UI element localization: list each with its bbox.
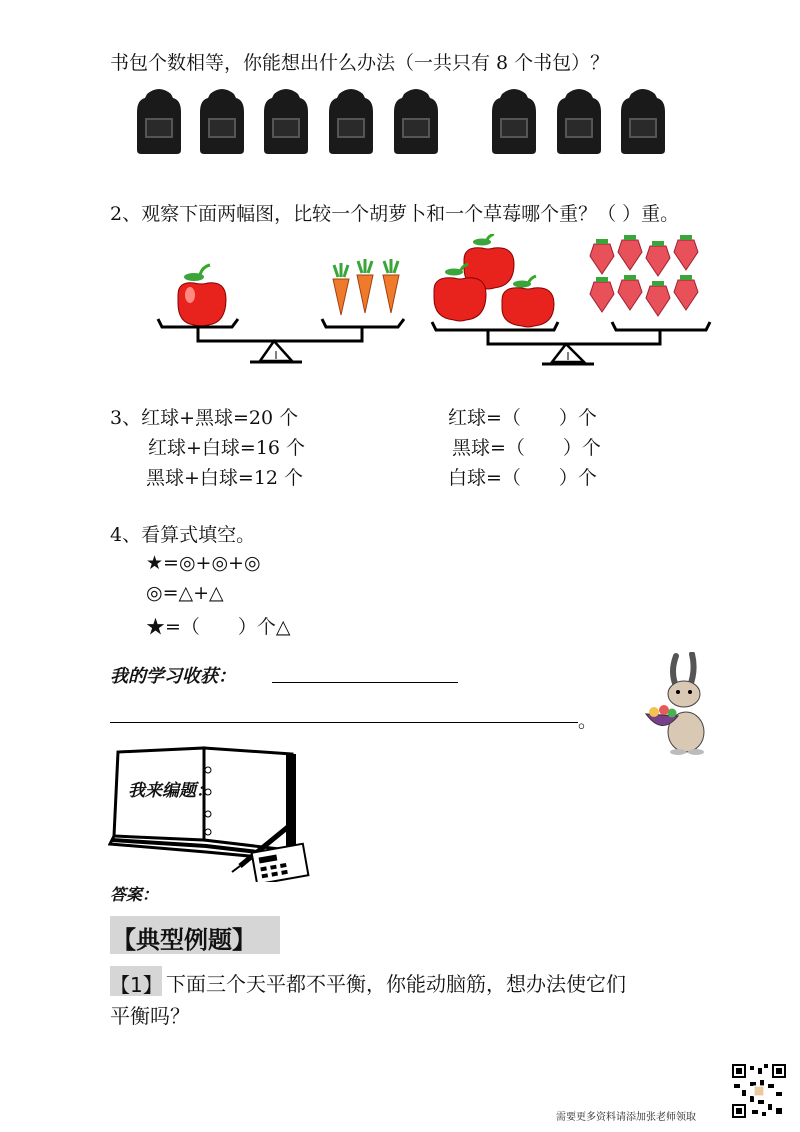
backpack-icon	[617, 84, 669, 156]
q4-line-2: ◎=△+△	[146, 582, 224, 604]
strawberry-icon	[674, 240, 698, 270]
strawberry-icon	[618, 240, 642, 270]
strawberry-icon	[674, 280, 698, 310]
backpack-icon	[553, 84, 605, 156]
apple-icon	[502, 276, 554, 327]
backpack-icon	[260, 84, 312, 156]
strawberry-icon	[618, 280, 642, 310]
q4-line-3: ★=（ ）个△	[146, 616, 291, 638]
backpack-icon	[196, 84, 248, 156]
q4-title: 4、看算式填空。	[110, 524, 256, 546]
q4-line-1: ★=◎+◎+◎	[146, 552, 261, 574]
footer-note: 需要更多资料请添加张老师领取	[556, 1112, 696, 1123]
harvest-line-2	[110, 722, 578, 723]
strawberry-icon	[646, 286, 670, 316]
harvest-end-mark: 。	[578, 710, 598, 732]
example-tag: 【1】	[110, 973, 163, 997]
q3-answer-black: 黑球=（ ）个	[452, 437, 601, 459]
balance-scale-apple-carrots	[150, 255, 420, 367]
carrot-icon	[333, 263, 349, 315]
example-text-2: 平衡吗？	[110, 1004, 190, 1028]
rabbit-icon	[640, 652, 716, 756]
harvest-line-1	[272, 682, 458, 683]
backpack-icon	[133, 84, 185, 156]
answer-label: 答案：	[110, 885, 159, 904]
carrot-icon	[383, 259, 399, 313]
balance-scale-apples-strawberries	[430, 234, 720, 366]
compose-label: 我来编题：	[128, 781, 213, 801]
apple-icon	[178, 265, 226, 326]
q3-line-1: 3、红球+黑球=20 个	[110, 407, 299, 429]
qr-code-icon	[732, 1064, 786, 1118]
question-2: 2、观察下面两幅图，比较一个胡萝卜和一个草莓哪个重？（ ）重。	[110, 203, 680, 225]
example-heading: 【典型例题】	[112, 926, 256, 954]
strawberry-icon	[590, 282, 614, 312]
backpack-icon	[488, 84, 540, 156]
q3-answer-red: 红球=（ ）个	[448, 407, 597, 429]
q3-answer-white: 白球=（ ）个	[448, 467, 597, 489]
strawberry-icon	[646, 246, 670, 276]
intro-line: 书包个数相等，你能想出什么办法（一共只有 8 个书包）？	[110, 52, 610, 74]
example-tag-box	[110, 966, 162, 996]
harvest-label: 我的学习收获：	[110, 666, 236, 687]
carrot-icon	[357, 259, 373, 313]
backpack-icon	[325, 84, 377, 156]
q3-line-2: 红球+白球=16 个	[148, 437, 306, 459]
q3-line-3: 黑球+白球=12 个	[146, 467, 304, 489]
example-text-1: 下面三个天平都不平衡，你能动脑筋，想办法使它们	[166, 972, 626, 996]
example-heading-box	[110, 916, 280, 954]
notebook-icon	[108, 740, 320, 882]
backpack-icon	[390, 84, 442, 156]
strawberry-icon	[590, 244, 614, 274]
